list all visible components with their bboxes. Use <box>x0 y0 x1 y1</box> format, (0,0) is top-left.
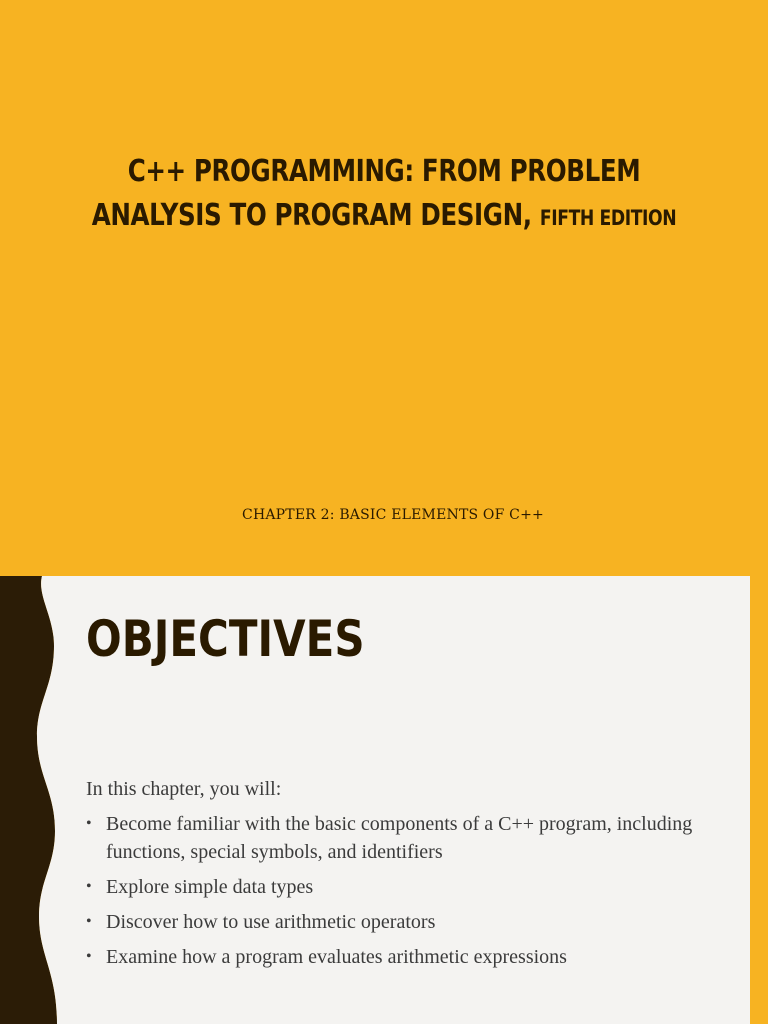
chapter-subtitle: CHAPTER 2: BASIC ELEMENTS OF C++ <box>242 507 544 523</box>
bullet-icon: • <box>86 913 92 930</box>
slide-title <box>89 150 679 240</box>
list-item <box>86 943 706 971</box>
list-item-text: Discover how to use arithmetic operators <box>106 911 436 933</box>
title-main: C++ PROGRAMMING: FROM PROBLEM ANALYSIS TO PROGRAM DESIGN, <box>91 154 641 233</box>
list-item <box>86 810 706 866</box>
bullet-icon: • <box>86 815 92 832</box>
list-item <box>86 908 706 936</box>
list-item-text: Examine how a program evaluates arithmetic expressions <box>106 946 567 968</box>
bullet-icon: • <box>86 948 92 965</box>
list-item-text: Become familiar with the basic components of a C++ program, including functions, special symbols, and identifiers <box>106 813 693 863</box>
list-item <box>86 873 706 901</box>
objectives-list <box>86 810 706 978</box>
list-item-text: Explore simple data types <box>106 876 314 898</box>
intro-text: In this chapter, you will: <box>86 778 282 800</box>
title-edition: FIFTH EDITION <box>539 206 677 230</box>
objectives-heading: OBJECTIVES <box>86 610 365 668</box>
bullet-icon: • <box>86 878 92 895</box>
